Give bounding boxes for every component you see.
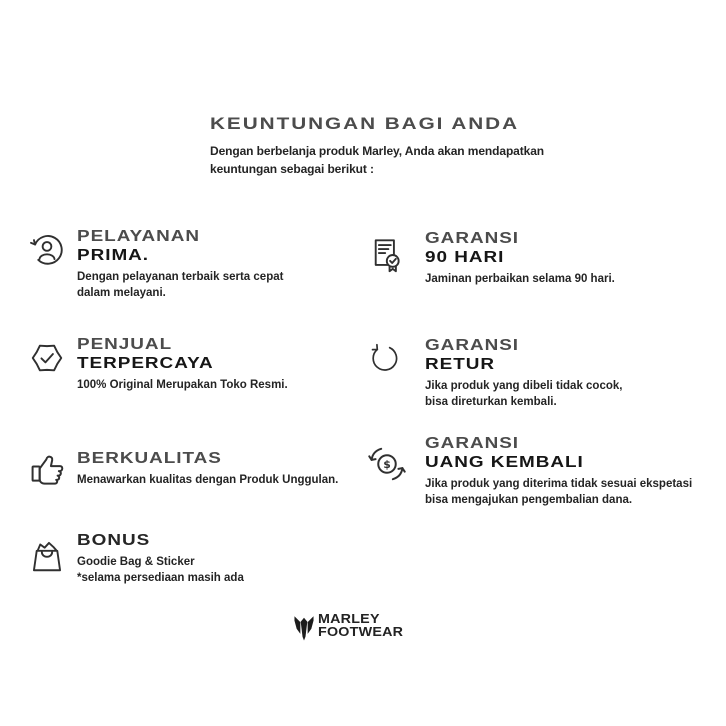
benefit-title-line2: PRIMA.: [77, 247, 150, 264]
brand-name-line1: MARLEY: [318, 611, 380, 626]
brand-wordmark: [318, 611, 404, 642]
thumbs-up-icon: [26, 449, 77, 489]
benefit-desc-line1: Dengan pelayanan terbaik serta cepat: [77, 271, 284, 283]
benefit-title-line1: BERKUALITAS: [77, 450, 222, 467]
benefit-desc-line2: *selama persediaan masih ada: [77, 571, 244, 584]
benefit-title-line1: PELAYANAN: [77, 228, 200, 245]
benefit-title-line1: GARANSI: [425, 230, 520, 247]
subtitle-line1: Dengan berbelanja produk Marley, Anda akan mendapatkan: [210, 144, 545, 158]
marley-logo-mark-icon: [293, 614, 315, 642]
benefit-penjual-terpercaya: [26, 335, 288, 394]
benefit-title-line2: 90 HARI: [425, 249, 505, 266]
benefit-bonus: [26, 531, 244, 586]
benefit-title-line1: PENJUAL: [77, 336, 173, 353]
brand-logo: [293, 611, 404, 642]
benefit-title-line1: BONUS: [77, 532, 151, 549]
benefit-title-line2: UANG KEMBALI: [425, 454, 584, 471]
benefit-garansi-90-hari: [362, 229, 615, 288]
benefit-desc-line1: Menawarkan kualitas dengan Produk Unggulan.: [77, 474, 339, 486]
goodie-bag-icon: [26, 531, 77, 575]
benefit-title-line1: GARANSI: [425, 337, 520, 354]
warranty-certificate-icon: [362, 229, 425, 274]
svg-text:$: $: [383, 458, 391, 472]
benefit-desc-line2: dalam melayani.: [77, 286, 166, 299]
benefit-title-line2: RETUR: [425, 356, 496, 373]
benefit-title-line2: TERPERCAYA: [77, 355, 214, 372]
verified-badge-icon: [26, 335, 77, 377]
benefit-desc-line1: Jaminan perbaikan selama 90 hari.: [425, 273, 615, 285]
benefit-desc-line2: bisa mengajukan pengembalian dana.: [425, 493, 633, 506]
benefit-desc-line1: Jika produk yang diterima tidak sesuai ekspetasi: [425, 478, 693, 490]
customer-service-icon: [26, 227, 77, 269]
return-arrow-icon: [362, 336, 425, 376]
benefit-berkualitas: [26, 449, 338, 489]
benefit-garansi-uang-kembali: [362, 434, 692, 508]
benefit-garansi-retur: [362, 336, 622, 410]
benefit-desc-line2: bisa direturkan kembali.: [425, 395, 557, 408]
benefit-desc-line1: 100% Original Merupakan Toko Resmi.: [77, 379, 288, 391]
header: [210, 114, 544, 178]
money-back-icon: [362, 434, 425, 484]
benefit-pelayanan-prima: [26, 227, 283, 301]
benefit-desc-line1: Jika produk yang dibeli tidak cocok,: [425, 380, 623, 392]
brand-name-line2: FOOTWEAR: [318, 624, 404, 639]
subtitle-line2: keuntungan sebagai berikut :: [210, 162, 374, 176]
benefit-title-line1: GARANSI: [425, 435, 520, 452]
page-subtitle: [210, 142, 544, 178]
page-title: KEUNTUNGAN BAGI ANDA: [210, 114, 520, 133]
benefit-desc-line1: Goodie Bag & Sticker: [77, 556, 195, 568]
